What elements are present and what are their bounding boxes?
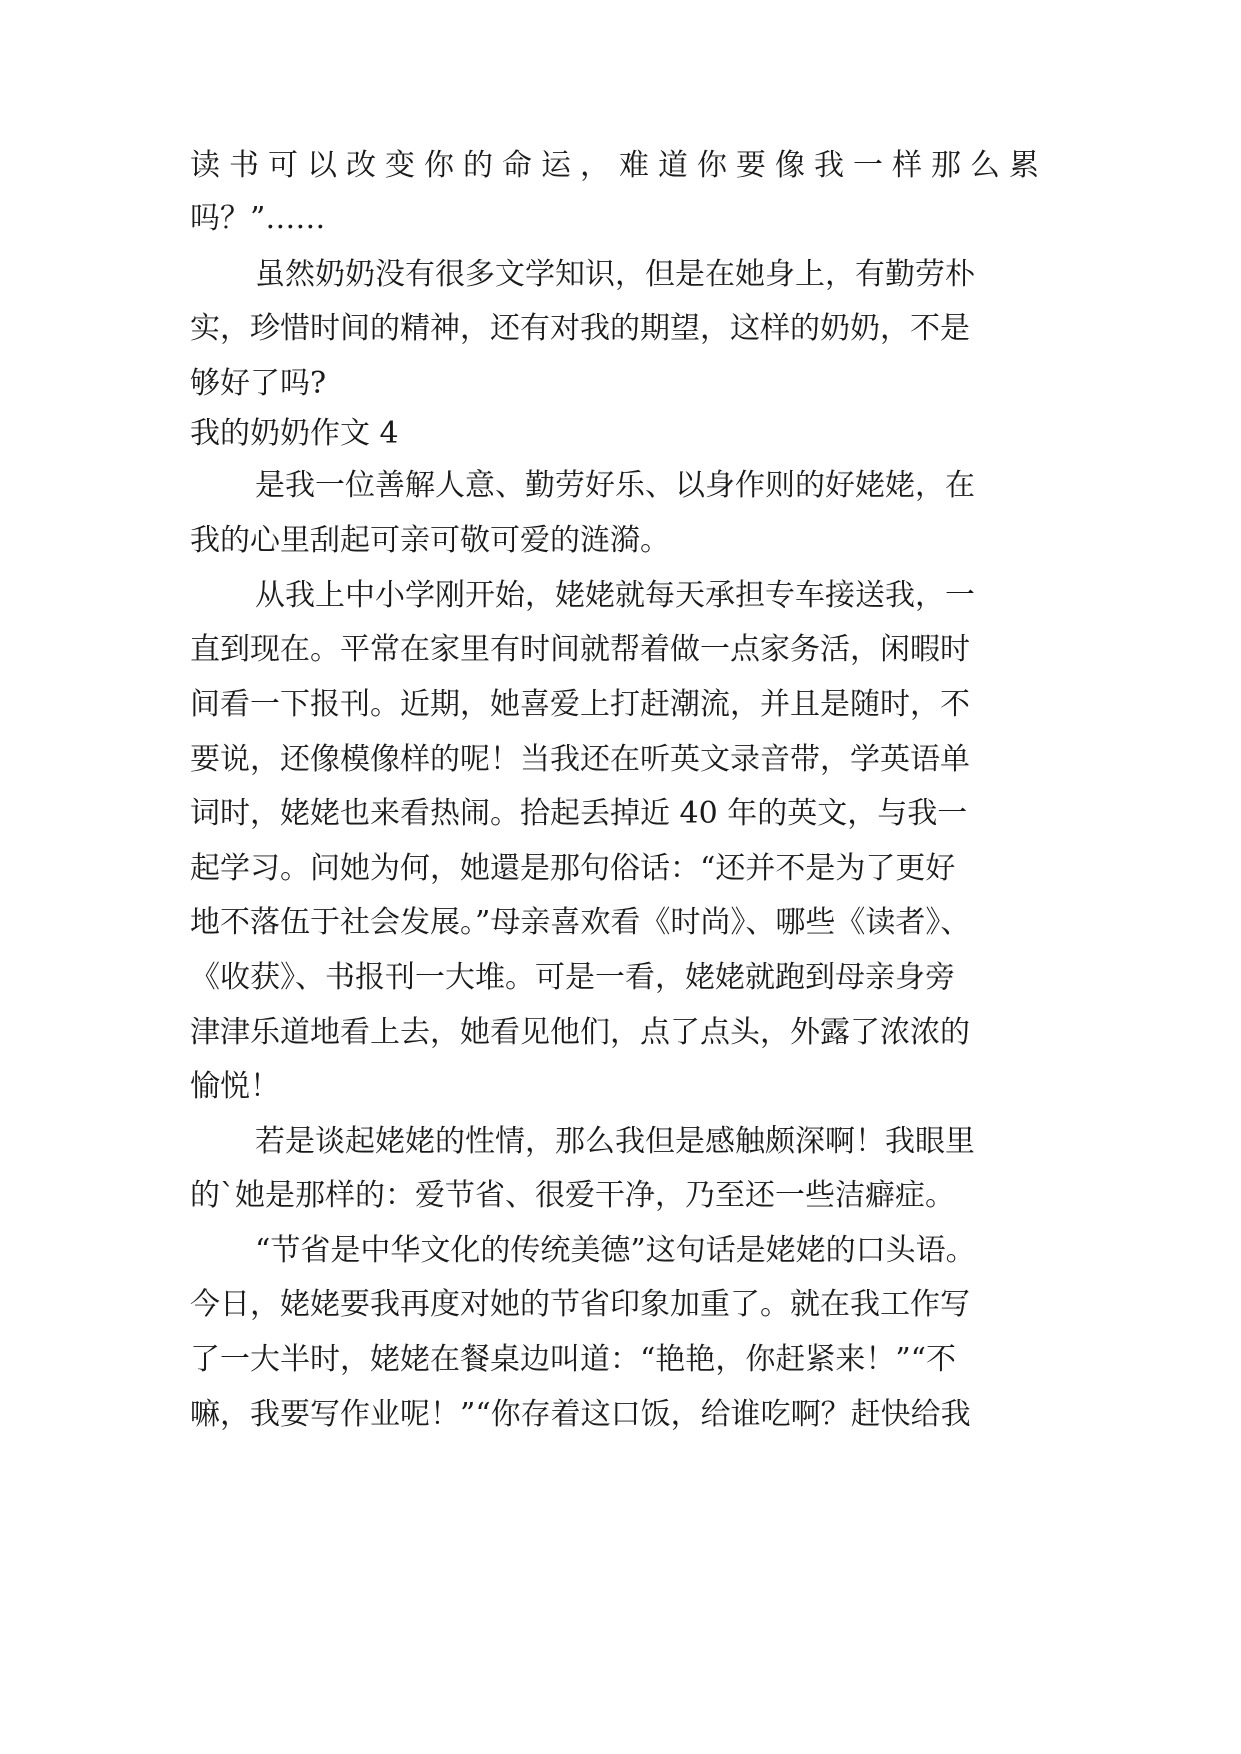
text-line: 《收获》、书报刊一大堆。可是一看，姥姥就跑到母亲身旁	[190, 960, 955, 995]
text-line: 实，珍惜时间的精神，还有对我的期望，这样的奶奶，不是	[190, 311, 970, 346]
text-line: 起学习。问她为何，她還是那句俗话：“还并不是为了更好	[190, 851, 956, 886]
paragraph-start-line: 从我上中小学刚开始，姥姥就每天承担专车接送我，一	[255, 578, 975, 613]
text-line: 吗？”……	[190, 201, 326, 236]
text-line: 嘛，我要写作业呢！”“你存着这口饭，给谁吃啊？赶快给我	[190, 1397, 971, 1432]
text-line: 读书可以改变你的命运，难道你要像我一样那么累	[190, 148, 1048, 183]
paragraph-start-line: “节省是中华文化的传统美德”这句话是姥姥的口头语。	[255, 1233, 976, 1268]
text-line: 的`她是那样的：爱节省、很爱干净，乃至还一些洁癖症。	[190, 1178, 955, 1213]
text-line: 我的心里刮起可亲可敬可爱的涟漪。	[190, 523, 670, 558]
paragraph-start-line: 若是谈起姥姥的性情，那么我但是感触颇深啊！我眼里	[255, 1124, 975, 1159]
paragraph-start-line: 是我一位善解人意、勤劳好乐、以身作则的好姥姥，在	[255, 468, 975, 503]
text-line: 要说，还像模像样的呢！当我还在听英文录音带，学英语单	[190, 742, 970, 777]
text-line: 今日，姥姥要我再度对她的节省印象加重了。就在我工作写	[190, 1287, 970, 1322]
text-line: 了一大半时，姥姥在餐桌边叫道：“艳艳，你赶紧来！”“不	[190, 1342, 957, 1377]
text-line: 词时，姥姥也来看热闹。拾起丢掉近 40 年的英文，与我一	[190, 796, 968, 831]
text-line: 直到现在。平常在家里有时间就帮着做一点家务活，闲暇时	[190, 632, 970, 667]
text-line: 愉悦！	[190, 1069, 280, 1104]
text-line: 津津乐道地看上去，她看见他们，点了点头，外露了浓浓的	[190, 1015, 970, 1050]
text-line: 间看一下报刊。近期，她喜爱上打赶潮流，并且是随时，不	[190, 687, 970, 722]
text-line: 够好了吗?	[190, 366, 327, 401]
section-heading: 我的奶奶作文 4	[190, 416, 399, 451]
paragraph-start-line: 虽然奶奶没有很多文学知识，但是在她身上，有勤劳朴	[255, 257, 975, 292]
text-line: 地不落伍于社会发展。”母亲喜欢看《时尚》、哪些《读者》、	[190, 905, 971, 940]
